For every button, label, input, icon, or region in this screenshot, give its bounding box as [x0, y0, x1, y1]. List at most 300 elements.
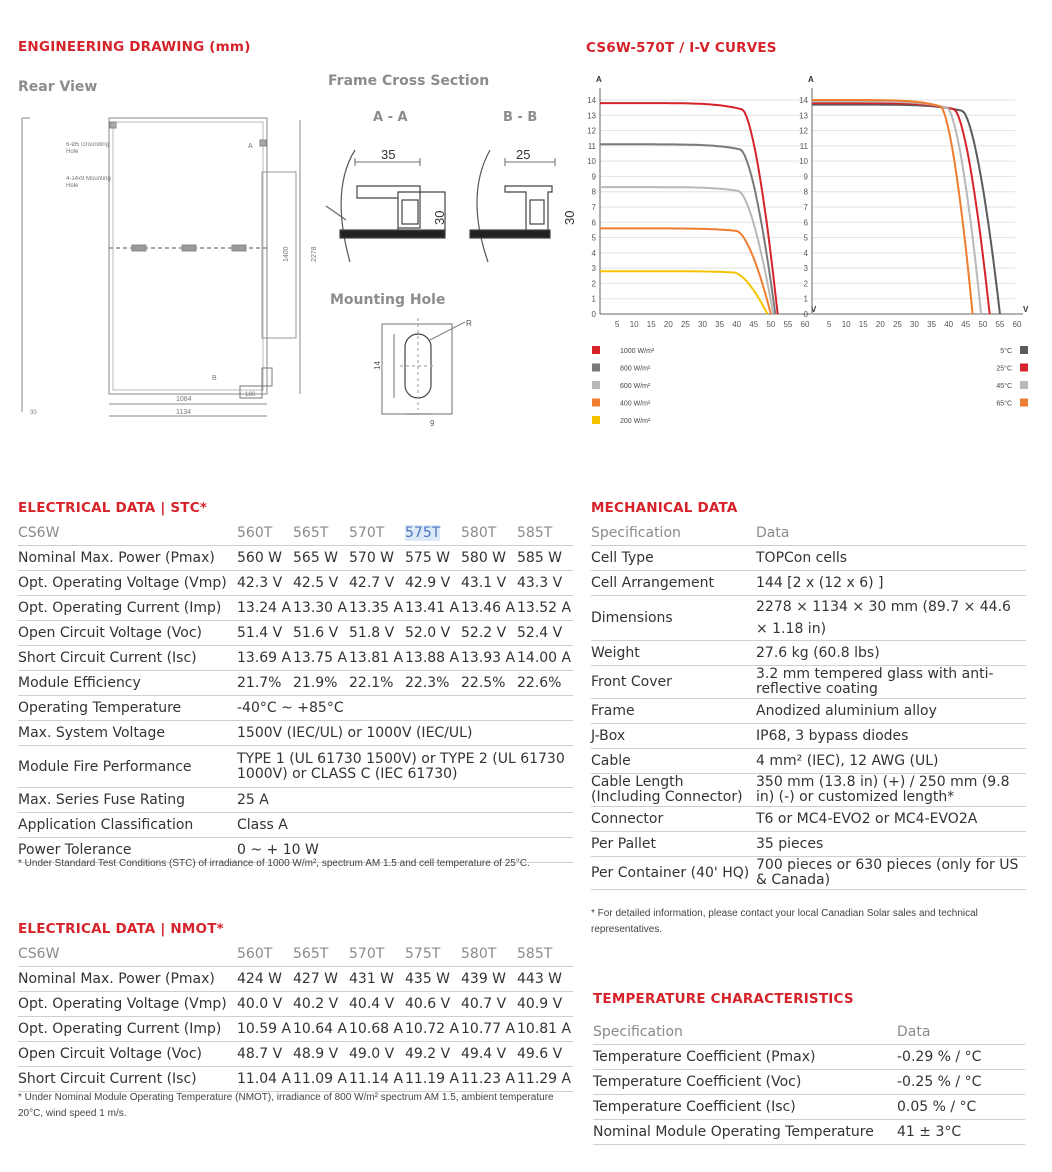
mechanical-row-dimensions	[591, 596, 1026, 641]
stc-row-open-circuit-voltage-voc	[18, 621, 573, 646]
nmot-cell: 40.6 V	[405, 992, 461, 1017]
stc-cell: 22.6%	[517, 671, 573, 696]
engineering-title: ENGINEERING DRAWING (mm)	[18, 39, 251, 55]
stc-cell: Class A	[237, 813, 573, 838]
x-axis-label: V	[1023, 305, 1029, 314]
mechanical-row-cable	[591, 749, 1026, 774]
nmot-cell: 40.2 V	[293, 992, 349, 1017]
stc-header-585t: 585T	[517, 521, 573, 546]
nmot-row-label: Opt. Operating Current (Imp)	[18, 1017, 237, 1042]
dim-2278: 2278	[311, 246, 318, 262]
x-tick-label: 45	[749, 320, 759, 329]
stc-cell: 52.2 V	[461, 621, 517, 646]
stc-row-label: Module Fire Performance	[18, 746, 237, 788]
nmot-row-nominal-max-power-pmax	[18, 967, 573, 992]
stc-cell: 51.4 V	[237, 621, 293, 646]
nmot-cell: 10.68 A	[349, 1017, 405, 1042]
legend-label: 5°C	[1000, 348, 1012, 355]
y-tick-label: 1	[803, 294, 808, 304]
x-tick-label: 5	[614, 320, 620, 329]
nmot-table	[18, 942, 573, 1092]
temperature-header-data: Data	[897, 1020, 1025, 1045]
x-tick-label: 60	[800, 320, 810, 329]
dim-180: 180	[245, 392, 256, 398]
nmot-cell: 11.04 A	[237, 1067, 293, 1092]
nmot-cell: 40.7 V	[461, 992, 517, 1017]
y-tick-label: 4	[803, 248, 808, 258]
y-axis-label: A	[808, 75, 814, 84]
mechanical-table	[591, 521, 1026, 890]
y-tick-label: 14	[587, 96, 596, 105]
stc-cell: 52.4 V	[517, 621, 573, 646]
mechanical-row-connector	[591, 807, 1026, 832]
dim-30-a: 30	[432, 210, 447, 225]
temperature-cell: 41 ± 3°C	[897, 1120, 1025, 1145]
stc-cell: 565 W	[293, 546, 349, 571]
section-b-label: B - B	[503, 110, 538, 125]
temperature-row-nominal-module-operating-temperature	[593, 1120, 1025, 1145]
nmot-header-570t: 570T	[349, 942, 405, 967]
stc-cell: 43.3 V	[517, 571, 573, 596]
dim-r: R	[466, 319, 472, 328]
mechanical-row-front-cover	[591, 666, 1026, 699]
x-tick-label: 5	[826, 320, 832, 329]
mechanical-cell: 27.6 kg (60.8 lbs)	[756, 641, 1026, 666]
nmot-cell: 424 W	[237, 967, 293, 992]
temperature-legend	[996, 346, 1028, 408]
y-tick-label: 13	[587, 111, 596, 121]
x-tick-label: 15	[858, 320, 868, 329]
x-tick-label: 50	[766, 320, 776, 329]
mechanical-row-label: Connector	[591, 807, 756, 832]
stc-row-operating-temperature	[18, 696, 573, 721]
mechanical-row-cell-arrangement	[591, 571, 1026, 596]
nmot-cell: 11.14 A	[349, 1067, 405, 1092]
rear-view-drawing	[22, 118, 300, 416]
nmot-cell: 10.59 A	[237, 1017, 293, 1042]
iv-curve-1000-w-m	[600, 103, 778, 314]
x-tick-label: 45	[961, 320, 971, 329]
nmot-cell: 431 W	[349, 967, 405, 992]
x-tick-label: 30	[910, 320, 919, 329]
mechanical-row-per-pallet	[591, 832, 1026, 857]
temperature-title: TEMPERATURE CHARACTERISTICS	[593, 991, 854, 1007]
temperature-cell: 0.05 % / °C	[897, 1095, 1025, 1120]
stc-cell: 51.6 V	[293, 621, 349, 646]
stc-row-application-classification	[18, 813, 573, 838]
legend-swatch	[592, 381, 600, 389]
y-tick-label: 0	[591, 310, 596, 319]
nmot-row-label: Open Circuit Voltage (Voc)	[18, 1042, 237, 1067]
mechanical-row-j-box	[591, 724, 1026, 749]
y-tick-label: 10	[587, 157, 596, 167]
y-tick-label: 11	[799, 141, 808, 151]
nmot-note: * Under Nominal Module Operating Temperature (NMOT), irradiance of 800 W/m² spectrum AM 1.5, ambient temperature 20°C, wind speed 1 m/s.	[18, 1092, 554, 1119]
stc-title: ELECTRICAL DATA | STC*	[18, 500, 208, 516]
nmot-header-565t: 565T	[293, 942, 349, 967]
temperature-row-temperature-coefficient-pmax	[593, 1045, 1025, 1070]
dim-30-rear: 30	[30, 410, 37, 416]
stc-cell: 13.93 A	[461, 646, 517, 671]
stc-row-label: Module Efficiency	[18, 671, 237, 696]
x-tick-label: 55	[783, 320, 793, 329]
mechanical-cell: 144 [2 x (12 x 6) ]	[756, 571, 1026, 596]
nmot-header-model: CS6W	[18, 942, 237, 967]
section-a-label: A - A	[373, 110, 408, 125]
legend-swatch	[592, 416, 600, 424]
nmot-header-row	[18, 942, 573, 967]
stc-cell: 570 W	[349, 546, 405, 571]
legend-swatch	[592, 399, 600, 407]
dim-14: 14	[373, 361, 382, 370]
nmot-title: ELECTRICAL DATA | NMOT*	[18, 921, 224, 937]
temperature-row-label: Nominal Module Operating Temperature	[593, 1120, 897, 1145]
nmot-row-open-circuit-voltage-voc	[18, 1042, 573, 1067]
mechanical-row-per-container-40-hq	[591, 857, 1026, 890]
iv-curve-200-w-m	[600, 271, 767, 314]
engineering-drawing	[0, 0, 590, 440]
legend-label: 45°C	[996, 383, 1012, 390]
stc-row-label: Open Circuit Voltage (Voc)	[18, 621, 237, 646]
iv-temperature-chart	[799, 75, 1029, 329]
mechanical-note: * For detailed information, please contact your local Canadian Solar sales and technical representatives.	[591, 908, 978, 935]
temperature-row-label: Temperature Coefficient (Pmax)	[593, 1045, 897, 1070]
nmot-cell: 11.23 A	[461, 1067, 517, 1092]
stc-header-570t: 570T	[349, 521, 405, 546]
stc-cell: -40°C ~ +85°C	[237, 696, 573, 721]
stc-cell: 13.88 A	[405, 646, 461, 671]
stc-cell: 43.1 V	[461, 571, 517, 596]
legend-label: 200 W/m²	[620, 418, 651, 425]
nmot-cell: 10.72 A	[405, 1017, 461, 1042]
legend-label: 1000 W/m²	[620, 348, 655, 355]
mechanical-cell: 3.2 mm tempered glass with anti-reflective coating	[756, 666, 1026, 699]
dim-35: 35	[381, 147, 396, 162]
mechanical-cell: 350 mm (13.8 in) (+) / 250 mm (9.8 in) (-) or customized length*	[756, 774, 1026, 807]
x-tick-label: 30	[698, 320, 707, 329]
nmot-cell: 11.09 A	[293, 1067, 349, 1092]
y-axis-label: A	[596, 75, 602, 84]
stc-cell: 51.8 V	[349, 621, 405, 646]
mechanical-row-label: Per Pallet	[591, 832, 756, 857]
y-tick-label: 9	[591, 172, 596, 182]
mechanical-cell: TOPCon cells	[756, 546, 1026, 571]
irradiance-legend	[592, 346, 655, 425]
mechanical-row-label: Cable Length (Including Connector)	[591, 774, 756, 807]
y-tick-label: 5	[803, 233, 808, 243]
mechanical-row-frame	[591, 699, 1026, 724]
stc-cell: 580 W	[461, 546, 517, 571]
stc-row-label: Max. System Voltage	[18, 721, 237, 746]
stc-cell: 13.35 A	[349, 596, 405, 621]
y-tick-label: 10	[799, 157, 808, 167]
dim-1134: 1134	[176, 409, 192, 416]
mechanical-cell: 2278 × 1134 × 30 mm (89.7 × 44.6 × 1.18 in)	[756, 596, 1026, 641]
y-tick-label: 1	[591, 294, 596, 304]
mechanical-header-row	[591, 521, 1026, 546]
nmot-row-label: Opt. Operating Voltage (Vmp)	[18, 992, 237, 1017]
stc-row-max-system-voltage	[18, 721, 573, 746]
nmot-row-short-circuit-current-isc	[18, 1067, 573, 1092]
iv-curve-5-c	[812, 105, 1000, 314]
legend-swatch	[592, 346, 600, 354]
nmot-row-label: Short Circuit Current (Isc)	[18, 1067, 237, 1092]
stc-cell: 22.3%	[405, 671, 461, 696]
mechanical-header-spec: Specification	[591, 521, 756, 546]
mechanical-cell: Anodized aluminium alloy	[756, 699, 1026, 724]
x-tick-label: 50	[978, 320, 988, 329]
stc-cell: 13.24 A	[237, 596, 293, 621]
mechanical-row-label: Cell Type	[591, 546, 756, 571]
section-a-drawing	[326, 150, 445, 262]
stc-cell: 42.7 V	[349, 571, 405, 596]
nmot-cell: 443 W	[517, 967, 573, 992]
stc-cell: 1500V (IEC/UL) or 1000V (IEC/UL)	[237, 721, 573, 746]
stc-row-label: Nominal Max. Power (Pmax)	[18, 546, 237, 571]
nmot-header-585t: 585T	[517, 942, 573, 967]
x-tick-label: 20	[875, 320, 885, 329]
temperature-row-temperature-coefficient-voc	[593, 1070, 1025, 1095]
temperature-cell: -0.25 % / °C	[897, 1070, 1025, 1095]
mechanical-row-label: Cell Arrangement	[591, 571, 756, 596]
y-tick-label: 2	[803, 279, 808, 289]
stc-row-label: Short Circuit Current (Isc)	[18, 646, 237, 671]
stc-cell: 21.9%	[293, 671, 349, 696]
stc-cell: 13.46 A	[461, 596, 517, 621]
stc-cell: 42.3 V	[237, 571, 293, 596]
iv-curves-chart	[580, 62, 1040, 440]
legend-label: 400 W/m²	[620, 400, 651, 408]
stc-row-module-efficiency	[18, 671, 573, 696]
legend-swatch	[1020, 364, 1028, 372]
mechanical-cell: 4 mm² (IEC), 12 AWG (UL)	[756, 749, 1026, 774]
stc-cell: 52.0 V	[405, 621, 461, 646]
stc-header-row	[18, 521, 573, 546]
nmot-cell: 49.4 V	[461, 1042, 517, 1067]
stc-cell: 42.9 V	[405, 571, 461, 596]
mechanical-cell: 700 pieces or 630 pieces (only for US & Canada)	[756, 857, 1026, 890]
y-tick-label: 12	[587, 126, 596, 136]
mechanical-cell: IP68, 3 bypass diodes	[756, 724, 1026, 749]
mechanical-row-label: Weight	[591, 641, 756, 666]
stc-cell: 13.41 A	[405, 596, 461, 621]
stc-cell: 575 W	[405, 546, 461, 571]
temperature-header-row	[593, 1020, 1025, 1045]
stc-row-label: Application Classification	[18, 813, 237, 838]
stc-cell: 13.69 A	[237, 646, 293, 671]
stc-row-module-fire-performance	[18, 746, 573, 788]
mounting-hole-note: 4-14x9 Mounting Hole	[66, 176, 111, 189]
stc-cell: 13.52 A	[517, 596, 573, 621]
stc-row-label: Power Tolerance	[18, 838, 237, 863]
y-tick-label: 3	[591, 264, 596, 274]
y-tick-label: 7	[591, 203, 596, 212]
nmot-cell: 10.81 A	[517, 1017, 573, 1042]
mark-a: A	[248, 143, 253, 150]
x-axis-label: V	[811, 305, 817, 314]
y-tick-label: 12	[799, 126, 808, 136]
y-tick-label: 14	[799, 96, 808, 105]
mechanical-row-weight	[591, 641, 1026, 666]
x-tick-label: 10	[841, 320, 851, 329]
mechanical-row-label: Per Container (40' HQ)	[591, 857, 756, 890]
stc-cell: 13.81 A	[349, 646, 405, 671]
x-tick-label: 55	[995, 320, 1005, 329]
stc-cell: 0 ~ + 10 W	[237, 838, 573, 863]
nmot-cell: 10.64 A	[293, 1017, 349, 1042]
mechanical-title: MECHANICAL DATA	[591, 500, 738, 516]
nmot-row-opt-operating-voltage-vmp	[18, 992, 573, 1017]
stc-row-label: Opt. Operating Current (Imp)	[18, 596, 237, 621]
mechanical-row-label: Front Cover	[591, 666, 756, 699]
dim-1084: 1084	[176, 396, 192, 403]
grounding-hole-label: 6-Ø5 Grounding Hole	[66, 142, 110, 155]
stc-table	[18, 521, 573, 863]
legend-label: 25°C	[996, 365, 1012, 373]
stc-cell: 21.7%	[237, 671, 293, 696]
iv-curve-45-c	[812, 102, 981, 315]
x-tick-label: 35	[715, 320, 725, 329]
mounting-hole-label: Mounting Hole	[330, 292, 446, 308]
mark-b: B	[212, 375, 217, 382]
x-tick-label: 35	[927, 320, 937, 329]
x-tick-label: 25	[892, 320, 902, 329]
dim-9: 9	[430, 419, 435, 428]
mechanical-cell: T6 or MC4-EVO2 or MC4-EVO2A	[756, 807, 1026, 832]
temperature-header-spec: Specification	[593, 1020, 897, 1045]
y-tick-label: 13	[799, 111, 808, 121]
section-b-drawing	[470, 150, 555, 262]
iv-irradiance-chart	[587, 75, 817, 329]
nmot-header-580t: 580T	[461, 942, 517, 967]
stc-row-label: Max. Series Fuse Rating	[18, 788, 237, 813]
stc-cell: 22.1%	[349, 671, 405, 696]
nmot-cell: 10.77 A	[461, 1017, 517, 1042]
mechanical-row-label: Frame	[591, 699, 756, 724]
nmot-cell: 11.19 A	[405, 1067, 461, 1092]
nmot-cell: 48.7 V	[237, 1042, 293, 1067]
stc-cell: 560 W	[237, 546, 293, 571]
legend-label: 600 W/m²	[620, 383, 651, 390]
mechanical-row-cable-length-including-connector	[591, 774, 1026, 807]
stc-row-label: Opt. Operating Voltage (Vmp)	[18, 571, 237, 596]
y-tick-label: 5	[591, 233, 596, 243]
legend-swatch	[1020, 399, 1028, 407]
y-tick-label: 6	[591, 218, 596, 228]
nmot-cell: 11.29 A	[517, 1067, 573, 1092]
nmot-cell: 49.2 V	[405, 1042, 461, 1067]
nmot-cell: 435 W	[405, 967, 461, 992]
stc-row-opt-operating-voltage-vmp	[18, 571, 573, 596]
y-tick-label: 3	[803, 264, 808, 274]
legend-swatch	[1020, 346, 1028, 354]
legend-label: 800 W/m²	[620, 365, 651, 373]
iv-curve-600-w-m	[600, 187, 773, 314]
stc-cell: TYPE 1 (UL 61730 1500V) or TYPE 2 (UL 61730 1000V) or CLASS C (IEC 61730)	[237, 746, 573, 788]
mechanical-cell: 35 pieces	[756, 832, 1026, 857]
mounting-hole-drawing	[382, 318, 465, 414]
stc-header-model: CS6W	[18, 521, 237, 546]
nmot-cell: 49.6 V	[517, 1042, 573, 1067]
stc-row-opt-operating-current-imp	[18, 596, 573, 621]
y-tick-label: 8	[591, 187, 596, 197]
stc-cell: 13.75 A	[293, 646, 349, 671]
temperature-row-label: Temperature Coefficient (Voc)	[593, 1070, 897, 1095]
nmot-header-560t: 560T	[237, 942, 293, 967]
x-tick-label: 15	[646, 320, 656, 329]
stc-note: * Under Standard Test Conditions (STC) of irradiance of 1000 W/m², spectrum AM 1.5 and cell temperature of 25°C.	[18, 858, 530, 869]
dim-30-b: 30	[562, 210, 577, 225]
y-tick-label: 0	[803, 310, 808, 319]
y-tick-label: 11	[587, 141, 596, 151]
temperature-cell: -0.29 % / °C	[897, 1045, 1025, 1070]
x-tick-label: 20	[663, 320, 673, 329]
x-tick-label: 60	[1012, 320, 1022, 329]
y-tick-label: 6	[803, 218, 808, 228]
frame-cross-section-label: Frame Cross Section	[328, 73, 490, 89]
x-tick-label: 40	[732, 320, 742, 329]
y-tick-label: 8	[803, 187, 808, 197]
mechanical-row-label: Dimensions	[591, 596, 756, 641]
stc-cell: 13.30 A	[293, 596, 349, 621]
nmot-cell: 40.4 V	[349, 992, 405, 1017]
stc-cell: 42.5 V	[293, 571, 349, 596]
stc-cell: 585 W	[517, 546, 573, 571]
legend-label: 65°C	[996, 400, 1012, 408]
nmot-cell: 40.0 V	[237, 992, 293, 1017]
stc-header-560t: 560T	[237, 521, 293, 546]
stc-row-short-circuit-current-isc	[18, 646, 573, 671]
stc-cell: 14.00 A	[517, 646, 573, 671]
iv-title: CS6W-570T / I-V CURVES	[586, 40, 777, 56]
nmot-header-575t: 575T	[405, 942, 461, 967]
stc-header-565t: 565T	[293, 521, 349, 546]
stc-cell: 22.5%	[461, 671, 517, 696]
x-tick-label: 40	[944, 320, 954, 329]
stc-row-label: Operating Temperature	[18, 696, 237, 721]
nmot-cell: 439 W	[461, 967, 517, 992]
y-tick-label: 4	[591, 248, 596, 258]
y-tick-label: 9	[803, 172, 808, 182]
stc-header-580t: 580T	[461, 521, 517, 546]
nmot-cell: 48.9 V	[293, 1042, 349, 1067]
legend-swatch	[1020, 381, 1028, 389]
rear-view-label: Rear View	[18, 79, 98, 95]
mechanical-row-label: Cable	[591, 749, 756, 774]
mechanical-row-label: J-Box	[591, 724, 756, 749]
nmot-row-label: Nominal Max. Power (Pmax)	[18, 967, 237, 992]
y-tick-label: 7	[803, 203, 808, 212]
nmot-row-opt-operating-current-imp	[18, 1017, 573, 1042]
legend-swatch	[592, 364, 600, 372]
stc-header-575t	[405, 521, 461, 546]
stc-header-575t-highlight: 575T	[405, 525, 441, 541]
dim-25: 25	[516, 147, 531, 162]
temperature-row-label: Temperature Coefficient (Isc)	[593, 1095, 897, 1120]
nmot-cell: 427 W	[293, 967, 349, 992]
stc-cell: 25 A	[237, 788, 573, 813]
mechanical-header-data: Data	[756, 521, 1026, 546]
stc-row-nominal-max-power-pmax	[18, 546, 573, 571]
iv-curve-25-c	[812, 103, 990, 314]
x-tick-label: 25	[680, 320, 690, 329]
stc-row-max-series-fuse-rating	[18, 788, 573, 813]
temperature-table	[593, 1020, 1025, 1145]
nmot-cell: 49.0 V	[349, 1042, 405, 1067]
dim-1400: 1400	[283, 246, 290, 262]
y-tick-label: 2	[591, 279, 596, 289]
x-tick-label: 10	[629, 320, 639, 329]
